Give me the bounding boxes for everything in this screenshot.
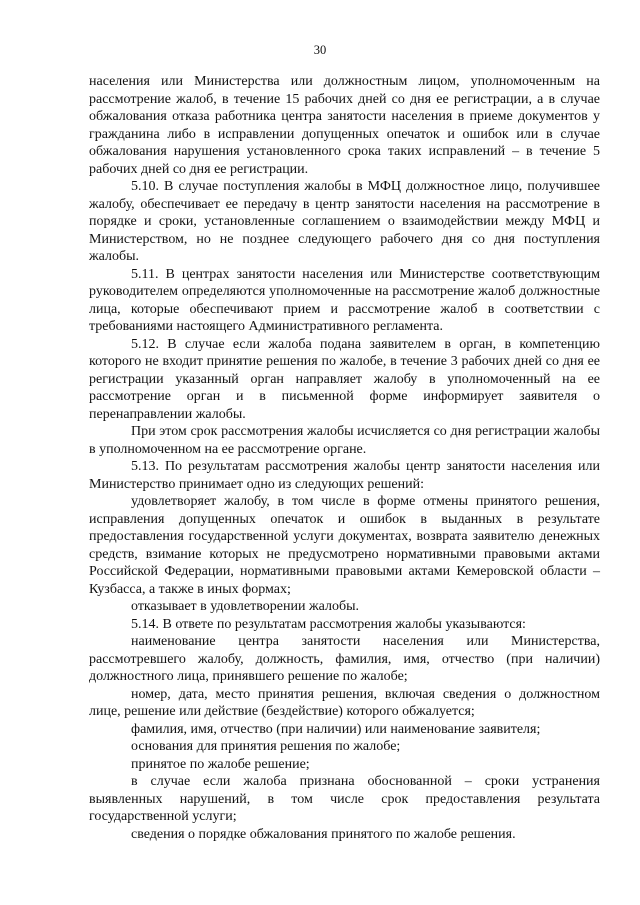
paragraph: в случае если жалоба признана обоснованной – сроки устранения выявленных нарушений, в том числе срок предоставления результата государственной услуги; <box>89 774 600 824</box>
page-number: 30 <box>313 43 327 57</box>
paragraph: При этом срок рассмотрения жалобы исчисляется со дня регистрации жалобы в уполномоченном на ее рассмотрение органе. <box>89 424 600 457</box>
paragraph: отказывает в удовлетворении жалобы. <box>131 599 359 614</box>
paragraph: номер, дата, место принятия решения, включая сведения о должностном лице, решение или действие (бездействие) которого обжалуется; <box>89 686 600 719</box>
paragraph: основания для принятия решения по жалобе; <box>131 739 401 754</box>
paragraph: фамилия, имя, отчество (при наличии) или наименование заявителя; <box>131 721 541 737</box>
paragraph: наименование центра занятости населения или Министерства, рассмотревшего жалобу, должность, фамилия, имя, отчество (при наличии) должностного лица, принявшего решение по жалобе; <box>89 634 600 684</box>
body-text <box>89 73 600 843</box>
paragraph: 5.13. По результатам рассмотрения жалобы центр занятости населения или Министерство принимает одно из следующих решений: <box>89 459 600 492</box>
paragraph: населения или Министерства или должностным лицом, уполномоченным на рассмотрение жалоб, в течение 15 рабочих дней со дня ее регистрации, а в случае обжалования отказа работника центра занятости населения в приеме документов у гражданина либо в исправлении допущенных опечаток и ошибок или в случае обжалования нарушения установленного срока таких исправлений – в течение 5 рабочих дней со дня ее регистрации. <box>89 74 600 177</box>
paragraph: 5.11. В центрах занятости населения или Министерстве соответствующим руководителем определяются уполномоченные на рассмотрение жалоб должностные лица, которые обеспечивают прием и рассмотрение жалоб в соответствии с требованиями настоящего Административного регламента. <box>89 266 600 334</box>
paragraph: 5.10. В случае поступления жалобы в МФЦ должностное лицо, получившее жалобу, обеспечивает ее передачу в центр занятости населения на рассмотрение в порядке и сроки, установленные соглашением о взаимодействии между МФЦ и Министерством, но не позднее следующего рабочего дня со дня поступления жалобы. <box>89 179 600 264</box>
paragraph: 5.12. В случае если жалоба подана заявителем в орган, в компетенцию которого не входит принятие решения по жалобе, в течение 3 рабочих дней со дня ее регистрации указанный орган направляет жалобу в уполномоченный на ее рассмотрение орган и в письменной форме информирует заявителя о перенаправлении жалобы. <box>89 336 600 422</box>
paragraph: сведения о порядке обжалования принятого по жалобе решения. <box>131 826 516 842</box>
paragraph: 5.14. В ответе по результатам рассмотрения жалобы указываются: <box>131 616 526 632</box>
paragraph: удовлетворяет жалобу, в том числе в форме отмены принятого решения, исправления допущенных опечаток и ошибок в выданных в результате предоставления государственной услуги документах, возврата заявителю денежных средств, взимание которых не предусмотрено нормативными правовыми актами Российской Федерации, нормативными правовыми актами Кемеровской области – Кузбасса, а также в иных формах; <box>89 494 600 597</box>
paragraph: принятое по жалобе решение; <box>131 756 310 772</box>
